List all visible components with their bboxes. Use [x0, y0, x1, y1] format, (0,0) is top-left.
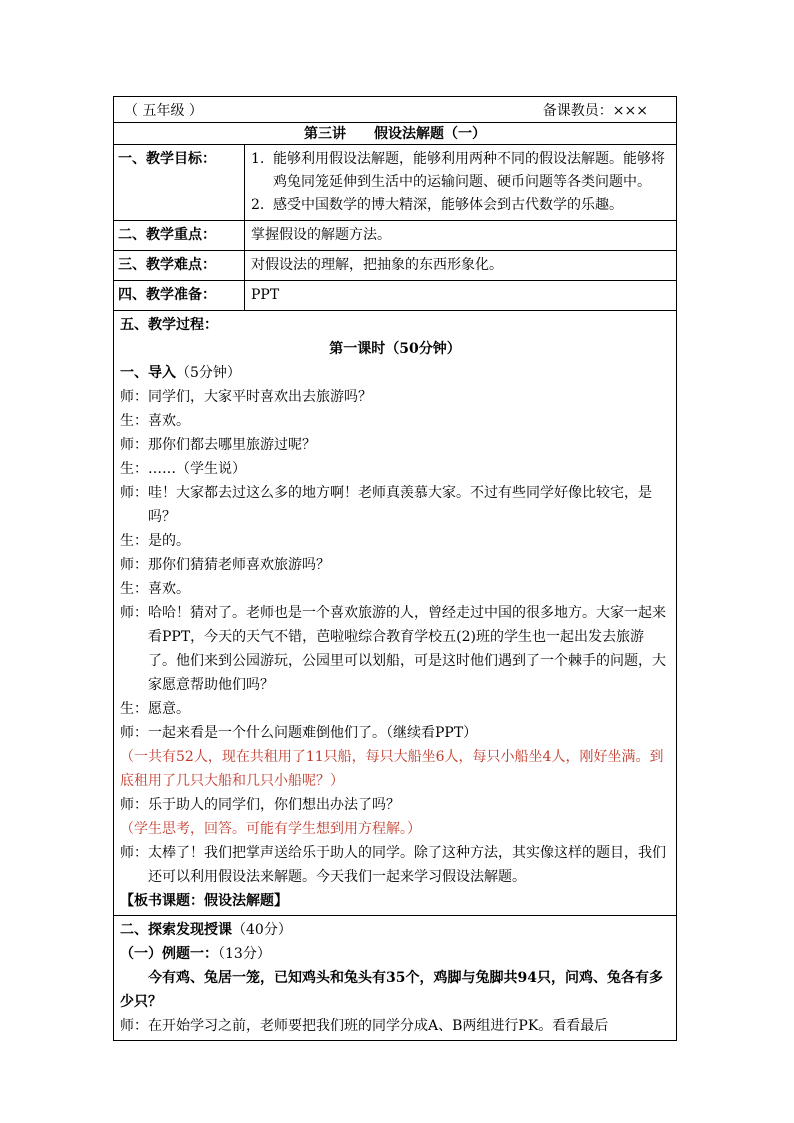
lesson-plan-table: [113, 96, 677, 1041]
lecture-number: 第三讲: [304, 126, 346, 142]
objectives-list: [245, 145, 676, 220]
intro-heading: [120, 361, 670, 385]
objectives-row: [114, 145, 676, 221]
dialogue-line: 师：那你们猜猜老师喜欢旅游吗？: [120, 557, 330, 573]
teacher-label: 备课教员：×××: [542, 102, 648, 119]
difficulties-row: [114, 251, 676, 281]
explore-heading: [120, 918, 670, 942]
student-response-note: （学生思考，回答。可能有学生想到用方程解。）: [120, 821, 421, 837]
key-points-row: [114, 221, 676, 251]
dialogue-line: 师：哈哈！猜对了。老师也是一个喜欢旅游的人，曾经走过中国的很多地方。大家一起来看PPT，今天的天气不错，芭啦啦综合教育学校五(2)班的学生也一起出发去旅游了。他们来到公园游玩，公园里可以划船，可是这时他们遇到了一个棘手的问题，大家愿意帮助他们吗？: [120, 605, 666, 693]
key-points-value: 掌握假设的解题方法。: [251, 227, 391, 243]
example-time: （13分）: [218, 946, 271, 962]
dialogue-line: 师：哇！大家都去过这么多的地方啊！老师真羡慕大家。不过有些同学好像比较宅，是吗？: [120, 485, 652, 525]
objective-item: [251, 148, 670, 194]
explore-heading-text: 二、探索发现授课: [120, 922, 232, 938]
board-title: 【板书课题：假设法解题】: [120, 893, 288, 909]
intro-heading-text: 一、导入: [120, 365, 176, 381]
dialogue-line: 生：是的。: [120, 533, 190, 549]
objective-number: 2.: [251, 197, 265, 213]
dialogue-line: 师：乐于助人的同学们，你们想出办法了吗？: [120, 797, 400, 813]
objectives-label: 一、教学目标：: [114, 145, 245, 220]
example-heading: [120, 942, 670, 966]
lecture-title: [114, 123, 676, 145]
dialogue-line: 师：太棒了！我们把掌声送给乐于助人的同学。除了这种方法，其实像这样的题目，我们还可以利用假设法来解题。今天我们一起来学习假设法解题。: [120, 845, 666, 885]
preparation-row: [114, 281, 676, 311]
difficulties-value: 对假设法的理解，把抽象的东西形象化。: [251, 257, 503, 273]
dialogue-line: 生：喜欢。: [120, 413, 190, 429]
intro-time: （5分钟）: [176, 365, 241, 381]
header-row: [114, 97, 676, 123]
objective-item: [251, 194, 670, 217]
dialogue-line: 师：那你们都去哪里旅游过呢？: [120, 437, 316, 453]
example-problem: 今有鸡、兔居一笼，已知鸡头和兔头有35个，鸡脚与兔脚共94只，问鸡、兔各有多少只？: [120, 970, 663, 1010]
explore-time: （40分）: [232, 922, 292, 938]
preparation-value: PPT: [251, 287, 280, 303]
dialogue-line: 师：一起来看是一个什么问题难倒他们了。（继续看PPT）: [120, 725, 478, 741]
objective-text: 感受中国数学的博大精深，能够体会到古代数学的乐趣。: [273, 197, 623, 213]
dialogue-line: 生：喜欢。: [120, 581, 190, 597]
grade-label: （ 五年级 ）: [124, 102, 203, 119]
preparation-label: 四、教学准备：: [114, 281, 245, 310]
process-label: 五、教学过程：: [120, 317, 218, 333]
process-section: [114, 311, 676, 916]
difficulties-label: 三、教学难点：: [114, 251, 245, 280]
dialogue-line: 师：同学们，大家平时喜欢出去旅游吗？: [120, 389, 372, 405]
objective-number: 1.: [251, 151, 265, 167]
dialogue-line: 师：在开始学习之前，老师要把我们班的同学分成A、B两组进行PK。看看最后: [120, 1018, 609, 1034]
lecture-topic: 假设法解题（一）: [374, 126, 486, 142]
dialogue-line: 生：……（学生说）: [120, 461, 246, 477]
lesson-title: 第一课时（50分钟）: [329, 341, 461, 357]
objective-text: 能够利用假设法解题，能够利用两种不同的假设法解题。能够将鸡兔同笼延伸到生活中的运输问题、硬币问题等各类问题中。: [273, 151, 665, 190]
key-points-label: 二、教学重点：: [114, 221, 245, 250]
explore-section: [114, 916, 676, 1040]
problem-statement: （一共有52人，现在共租用了11只船，每只大船坐6人，每只小船坐4人，刚好坐满。到底租用了几只大船和几只小船呢？）: [120, 749, 664, 789]
example-heading-text: （一）例题一：: [120, 946, 218, 962]
dialogue-line: 生：愿意。: [120, 701, 190, 717]
